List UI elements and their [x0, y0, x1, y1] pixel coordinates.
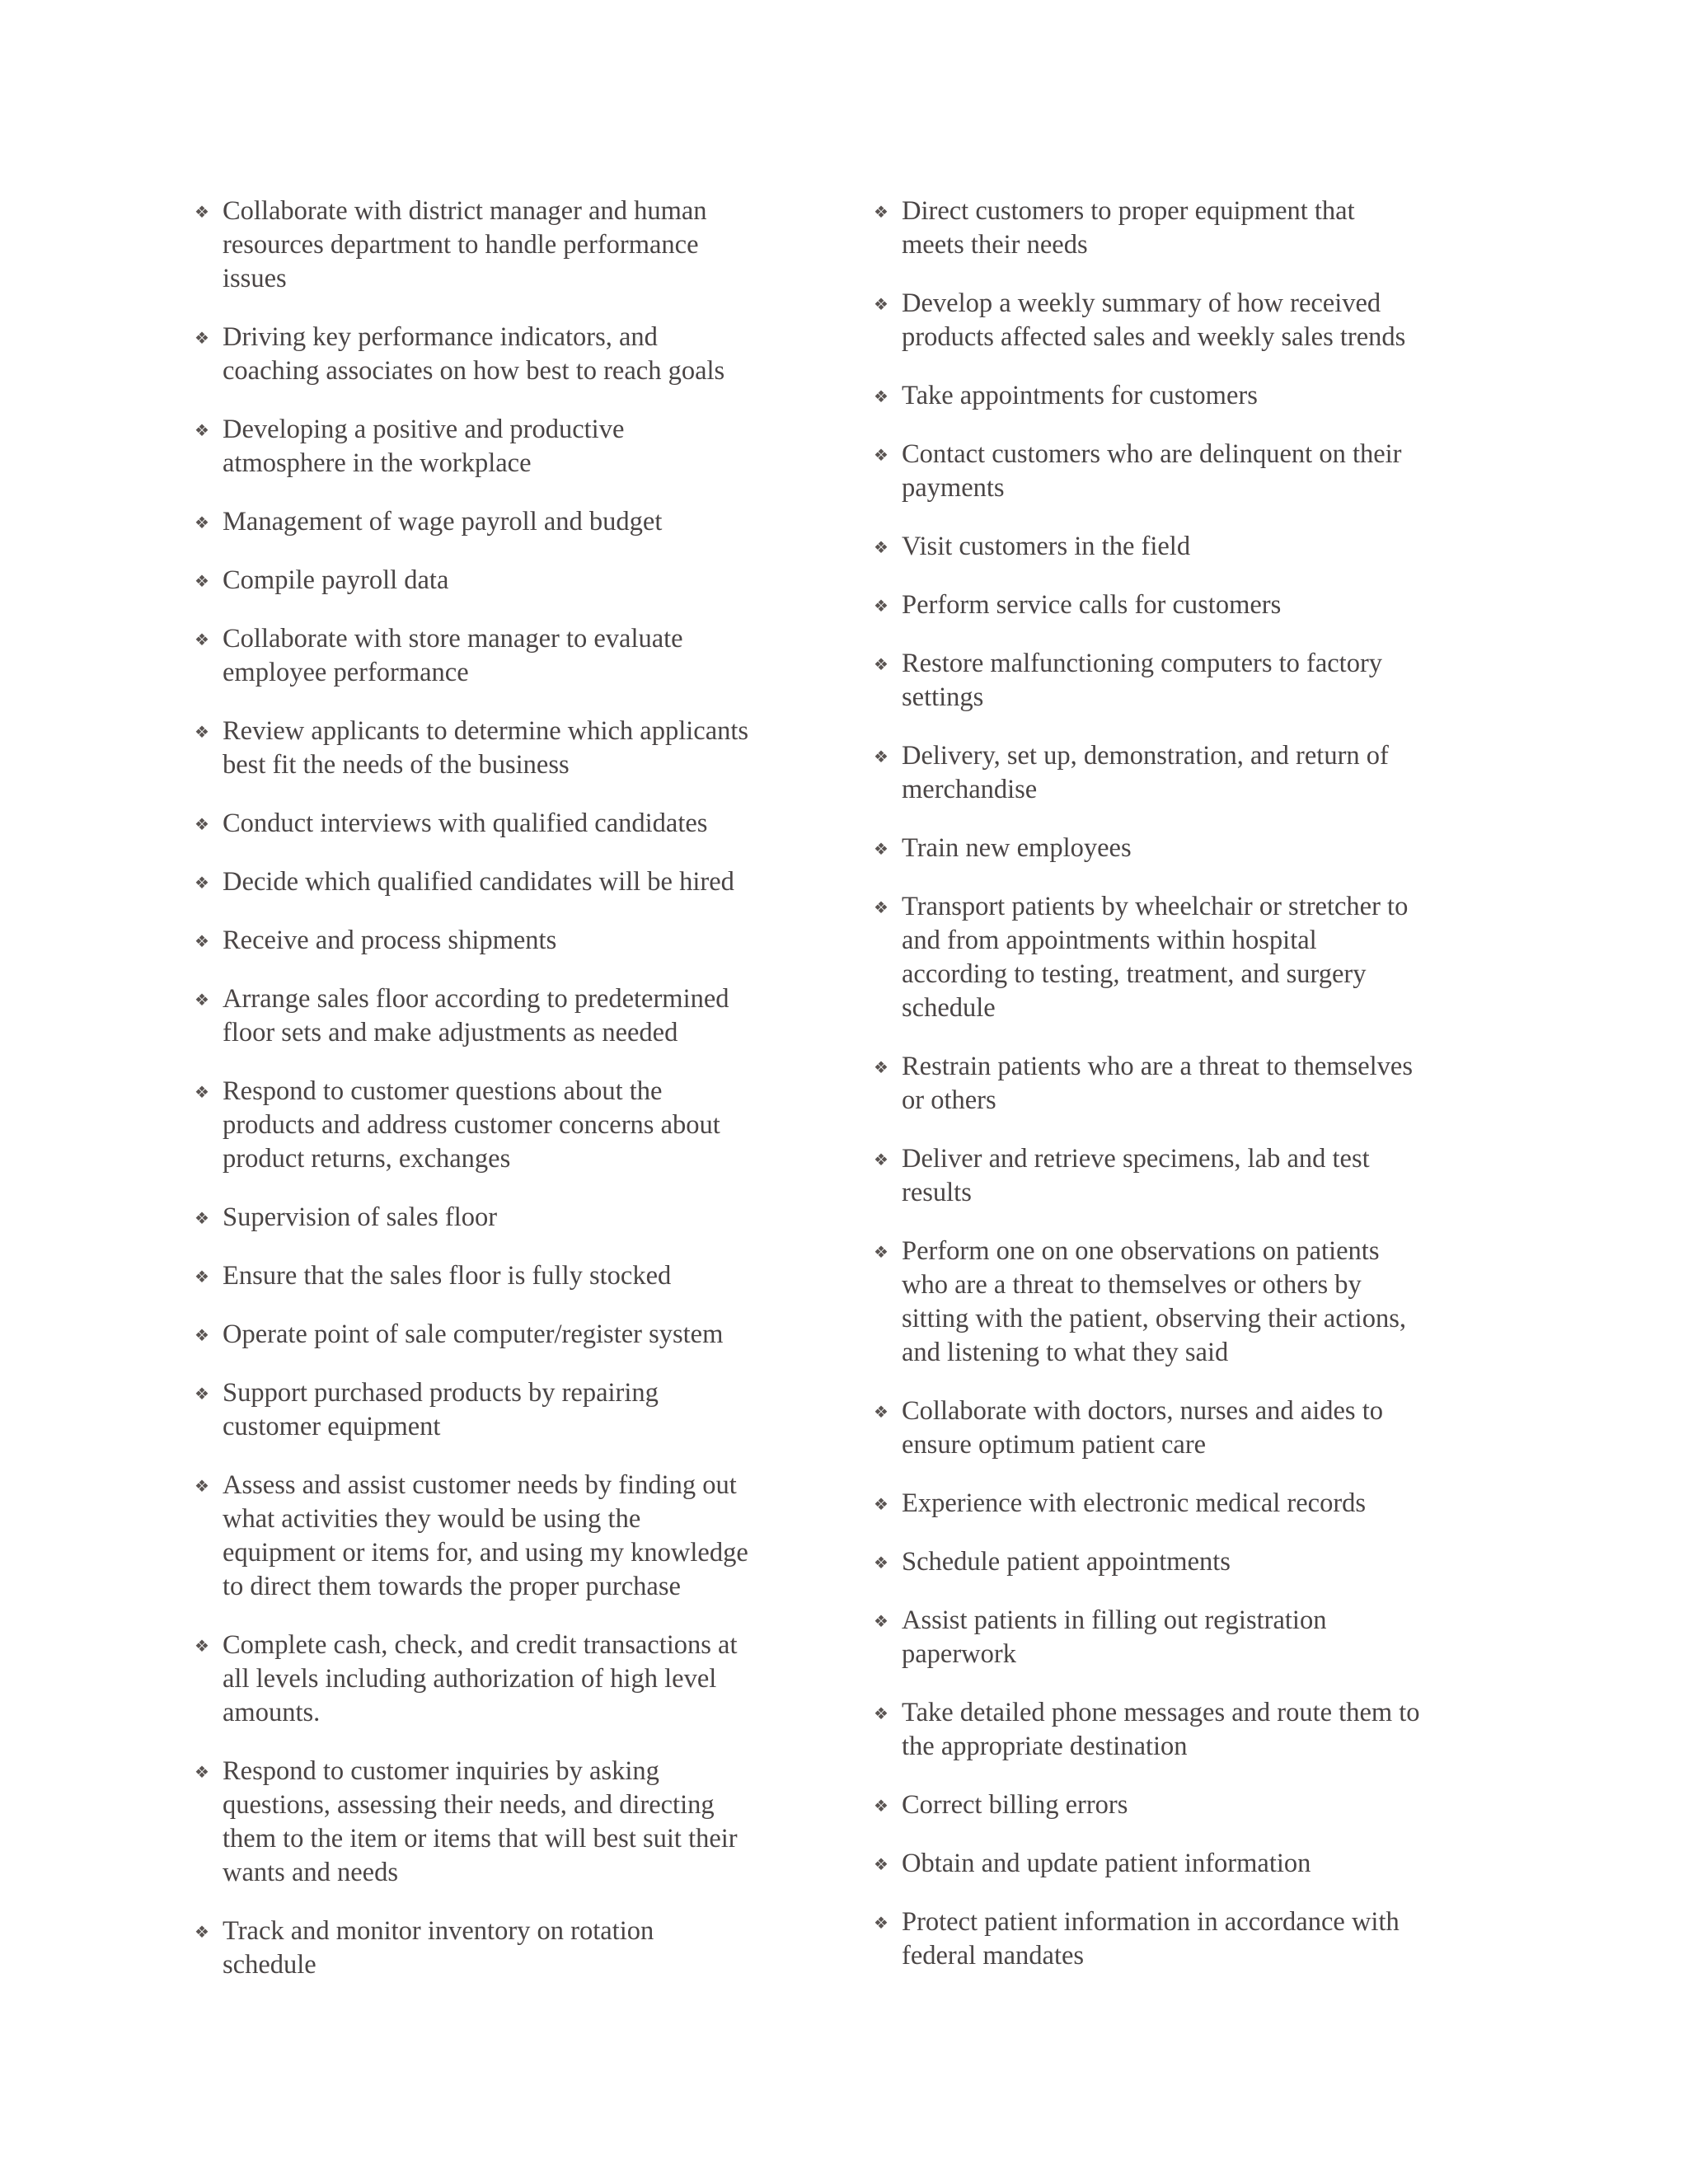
- bullet-icon: ❖: [874, 1242, 889, 1262]
- right-bullet-list: [874, 194, 1500, 1998]
- list-item: [874, 890, 1500, 1025]
- bullet-icon: ❖: [195, 1325, 209, 1345]
- list-item: [195, 194, 821, 296]
- bullet-icon: ❖: [874, 1854, 889, 1874]
- list-item-text: Train new employees: [902, 833, 1132, 863]
- bullet-icon: ❖: [874, 596, 889, 616]
- list-item-text: Track and monitor inventory on rotation schedule: [223, 1916, 654, 1980]
- bullet-icon: ❖: [874, 1611, 889, 1631]
- list-item: [874, 832, 1500, 865]
- list-item: [874, 1545, 1500, 1579]
- list-item-text: Delivery, set up, demonstration, and return of merchandise: [902, 741, 1389, 804]
- list-item-text: Take appointments for customers: [902, 381, 1258, 410]
- list-item: [195, 1376, 821, 1444]
- list-item: [195, 1075, 821, 1176]
- bullet-icon: ❖: [195, 202, 209, 222]
- list-item: [195, 865, 821, 899]
- list-item: [874, 194, 1500, 262]
- list-item-text: Deliver and retrieve specimens, lab and test results: [902, 1144, 1370, 1207]
- list-item-text: Compile payroll data: [223, 565, 449, 595]
- bullet-icon: ❖: [195, 814, 209, 834]
- list-item-text: Transport patients by wheelchair or stretcher to and from appointments within hospital according to testing, treatment, and surgery schedule: [902, 892, 1409, 1023]
- bullet-icon: ❖: [195, 630, 209, 649]
- list-item: [874, 1788, 1500, 1822]
- bullet-icon: ❖: [874, 294, 889, 314]
- bullet-icon: ❖: [195, 931, 209, 951]
- bullet-icon: ❖: [874, 445, 889, 465]
- bullet-icon: ❖: [195, 990, 209, 1010]
- list-item: [874, 530, 1500, 564]
- list-item-text: Contact customers who are delinquent on their payments: [902, 439, 1402, 503]
- bullet-icon: ❖: [874, 1796, 889, 1816]
- list-item-text: Driving key performance indicators, and coaching associates on how best to reach goals: [223, 322, 725, 386]
- bullet-icon: ❖: [195, 1267, 209, 1286]
- bullet-icon: ❖: [195, 1762, 209, 1782]
- list-item-text: Review applicants to determine which applicants best fit the needs of the business: [223, 716, 749, 780]
- list-item-text: Experience with electronic medical records: [902, 1488, 1367, 1518]
- list-item: [195, 1915, 821, 1982]
- bullet-icon: ❖: [195, 722, 209, 742]
- list-item-text: Schedule patient appointments: [902, 1547, 1231, 1577]
- list-item: [195, 1259, 821, 1293]
- bullet-icon: ❖: [874, 537, 889, 557]
- list-item: [195, 1629, 821, 1730]
- list-item: [195, 1755, 821, 1890]
- list-item-text: Supervision of sales floor: [223, 1202, 498, 1232]
- bullet-icon: ❖: [874, 654, 889, 674]
- list-item: [874, 739, 1500, 807]
- bullet-icon: ❖: [874, 1402, 889, 1422]
- list-item-text: Collaborate with doctors, nurses and aides to ensure optimum patient care: [902, 1396, 1383, 1460]
- bullet-icon: ❖: [874, 1913, 889, 1933]
- list-item: [195, 1469, 821, 1604]
- list-item-text: Collaborate with store manager to evaluate employee performance: [223, 624, 683, 687]
- list-item-text: Perform service calls for customers: [902, 590, 1282, 620]
- list-item: [195, 807, 821, 841]
- list-item: [195, 715, 821, 782]
- bullet-icon: ❖: [874, 202, 889, 222]
- list-item-text: Collaborate with district manager and human resources department to handle performance issues: [223, 196, 707, 293]
- list-item-text: Perform one on one observations on patients who are a threat to themselves or others by sitting with the patient, observing their actions, and listening to what they said: [902, 1236, 1406, 1367]
- list-item: [195, 982, 821, 1050]
- list-item: [195, 564, 821, 598]
- bullet-icon: ❖: [874, 747, 889, 766]
- list-item: [195, 1318, 821, 1352]
- bullet-icon: ❖: [195, 1476, 209, 1496]
- list-item-text: Decide which qualified candidates will be hired: [223, 867, 734, 897]
- bullet-icon: ❖: [874, 898, 889, 917]
- bullet-icon: ❖: [874, 1553, 889, 1572]
- list-item-text: Direct customers to proper equipment that meets their needs: [902, 196, 1355, 260]
- list-item-text: Arrange sales floor according to predetermined floor sets and make adjustments as needed: [223, 984, 729, 1047]
- list-item-text: Visit customers in the field: [902, 532, 1191, 561]
- bullet-icon: ❖: [874, 1150, 889, 1169]
- list-item: [874, 1604, 1500, 1671]
- bullet-icon: ❖: [195, 873, 209, 893]
- bullet-icon: ❖: [874, 839, 889, 859]
- bullet-icon: ❖: [195, 420, 209, 440]
- list-item-text: Complete cash, check, and credit transactions at all levels including authorization of high level amounts.: [223, 1630, 738, 1727]
- list-item-text: Assess and assist customer needs by finding out what activities they would be using the equipment or items for, and using my knowledge to direct them towards the proper purchase: [223, 1470, 748, 1601]
- list-item: [874, 287, 1500, 354]
- left-bullet-list: [195, 194, 821, 2007]
- list-item: [195, 505, 821, 539]
- bullet-icon: ❖: [874, 1494, 889, 1514]
- bullet-icon: ❖: [195, 513, 209, 532]
- bullet-icon: ❖: [195, 1922, 209, 1942]
- list-item: [874, 1487, 1500, 1521]
- list-item-text: Conduct interviews with qualified candidates: [223, 808, 708, 838]
- list-item: [874, 647, 1500, 715]
- list-item-text: Obtain and update patient information: [902, 1849, 1311, 1878]
- list-item: [874, 1050, 1500, 1118]
- list-item: [874, 1847, 1500, 1881]
- list-item-text: Developing a positive and productive atmosphere in the workplace: [223, 415, 625, 478]
- list-item-text: Protect patient information in accordance with federal mandates: [902, 1907, 1400, 1971]
- bullet-icon: ❖: [195, 1208, 209, 1228]
- list-item-text: Management of wage payroll and budget: [223, 507, 663, 537]
- list-item: [874, 588, 1500, 622]
- list-item-text: Respond to customer questions about the products and address customer concerns about product returns, exchanges: [223, 1076, 720, 1174]
- list-item-text: Operate point of sale computer/register system: [223, 1319, 724, 1349]
- list-item: [195, 413, 821, 480]
- bullet-icon: ❖: [195, 571, 209, 591]
- list-item: [874, 1142, 1500, 1210]
- list-item: [195, 321, 821, 388]
- list-item-text: Restrain patients who are a threat to themselves or others: [902, 1052, 1414, 1115]
- list-item: [874, 1696, 1500, 1764]
- list-item-text: Develop a weekly summary of how received products affected sales and weekly sales trends: [902, 288, 1406, 352]
- list-item-text: Restore malfunctioning computers to factory settings: [902, 649, 1383, 712]
- bullet-icon: ❖: [874, 1057, 889, 1077]
- bullet-icon: ❖: [195, 1636, 209, 1656]
- list-item: [874, 438, 1500, 505]
- list-item: [874, 1394, 1500, 1462]
- bullet-icon: ❖: [874, 1704, 889, 1723]
- list-item-text: Correct billing errors: [902, 1790, 1128, 1820]
- list-item: [874, 1905, 1500, 1973]
- list-item-text: Support purchased products by repairing customer equipment: [223, 1378, 659, 1441]
- list-item: [874, 1235, 1500, 1370]
- list-item-text: Assist patients in filling out registration paperwork: [902, 1605, 1327, 1669]
- list-item-text: Take detailed phone messages and route them to the appropriate destination: [902, 1698, 1420, 1761]
- list-item-text: Ensure that the sales floor is fully stocked: [223, 1261, 672, 1291]
- list-item: [195, 924, 821, 958]
- list-item-text: Respond to customer inquiries by asking questions, assessing their needs, and directing them to the item or items that will best suit their wants and needs: [223, 1756, 738, 1887]
- bullet-icon: ❖: [874, 387, 889, 406]
- bullet-icon: ❖: [195, 328, 209, 348]
- list-item: [195, 622, 821, 690]
- list-item: [195, 1201, 821, 1235]
- list-item-text: Receive and process shipments: [223, 926, 557, 955]
- list-item: [874, 379, 1500, 413]
- bullet-icon: ❖: [195, 1082, 209, 1102]
- bullet-icon: ❖: [195, 1384, 209, 1404]
